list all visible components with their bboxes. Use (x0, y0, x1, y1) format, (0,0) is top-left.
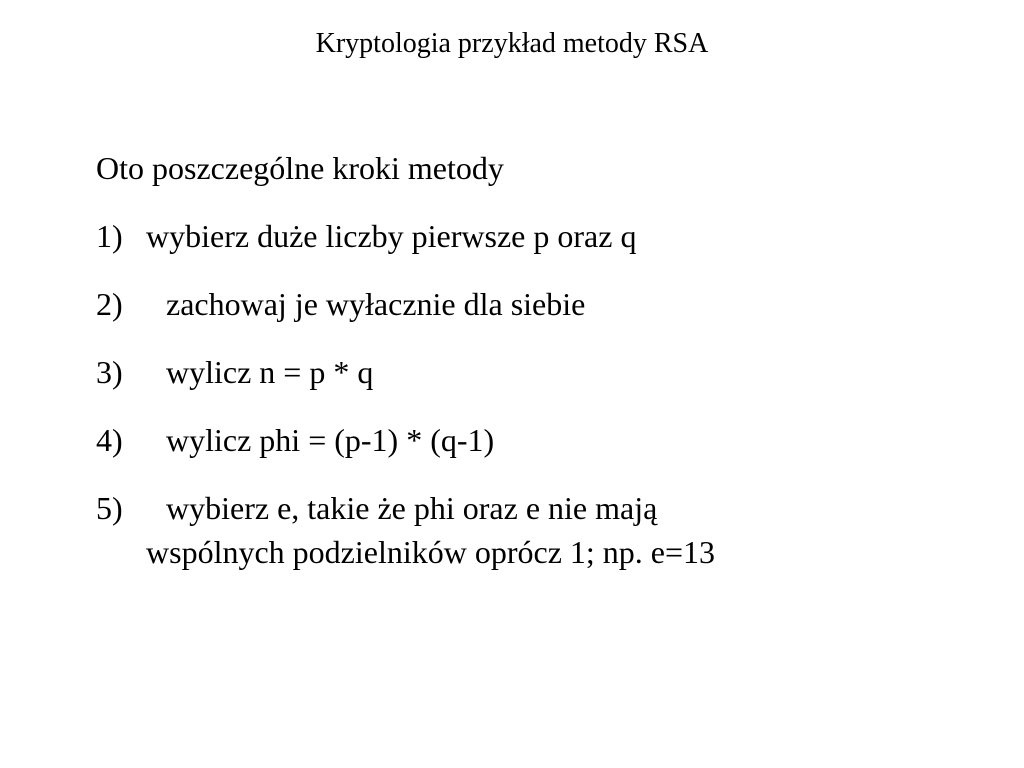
step-text-line: wspólnych podzielników oprócz 1; np. e=13 (146, 534, 716, 570)
intro-text: Oto poszczególne kroki metody (96, 150, 504, 186)
step-number: 5) (96, 490, 123, 526)
step-item (96, 486, 976, 574)
step-number: 3) (96, 354, 123, 390)
step-item (96, 214, 976, 258)
slide-content (96, 146, 976, 598)
step-item (96, 282, 976, 326)
step-text-line: wybierz e, takie że phi oraz e nie mają (158, 490, 658, 526)
step-number: 2) (96, 286, 123, 322)
step-item (96, 350, 976, 394)
step-text: zachowaj je wyłacznie dla siebie (158, 286, 586, 322)
slide-title: Kryptologia przykład metody RSA (315, 28, 709, 59)
step-number: 4) (96, 422, 123, 458)
step-text (146, 486, 976, 574)
step-item (96, 418, 976, 462)
step-number: 1) (96, 218, 123, 254)
step-text: wylicz phi = (p-1) * (q-1) (158, 422, 495, 458)
step-text: wylicz n = p * q (158, 354, 374, 390)
step-text: wybierz duże liczby pierwsze p oraz q (146, 218, 637, 254)
